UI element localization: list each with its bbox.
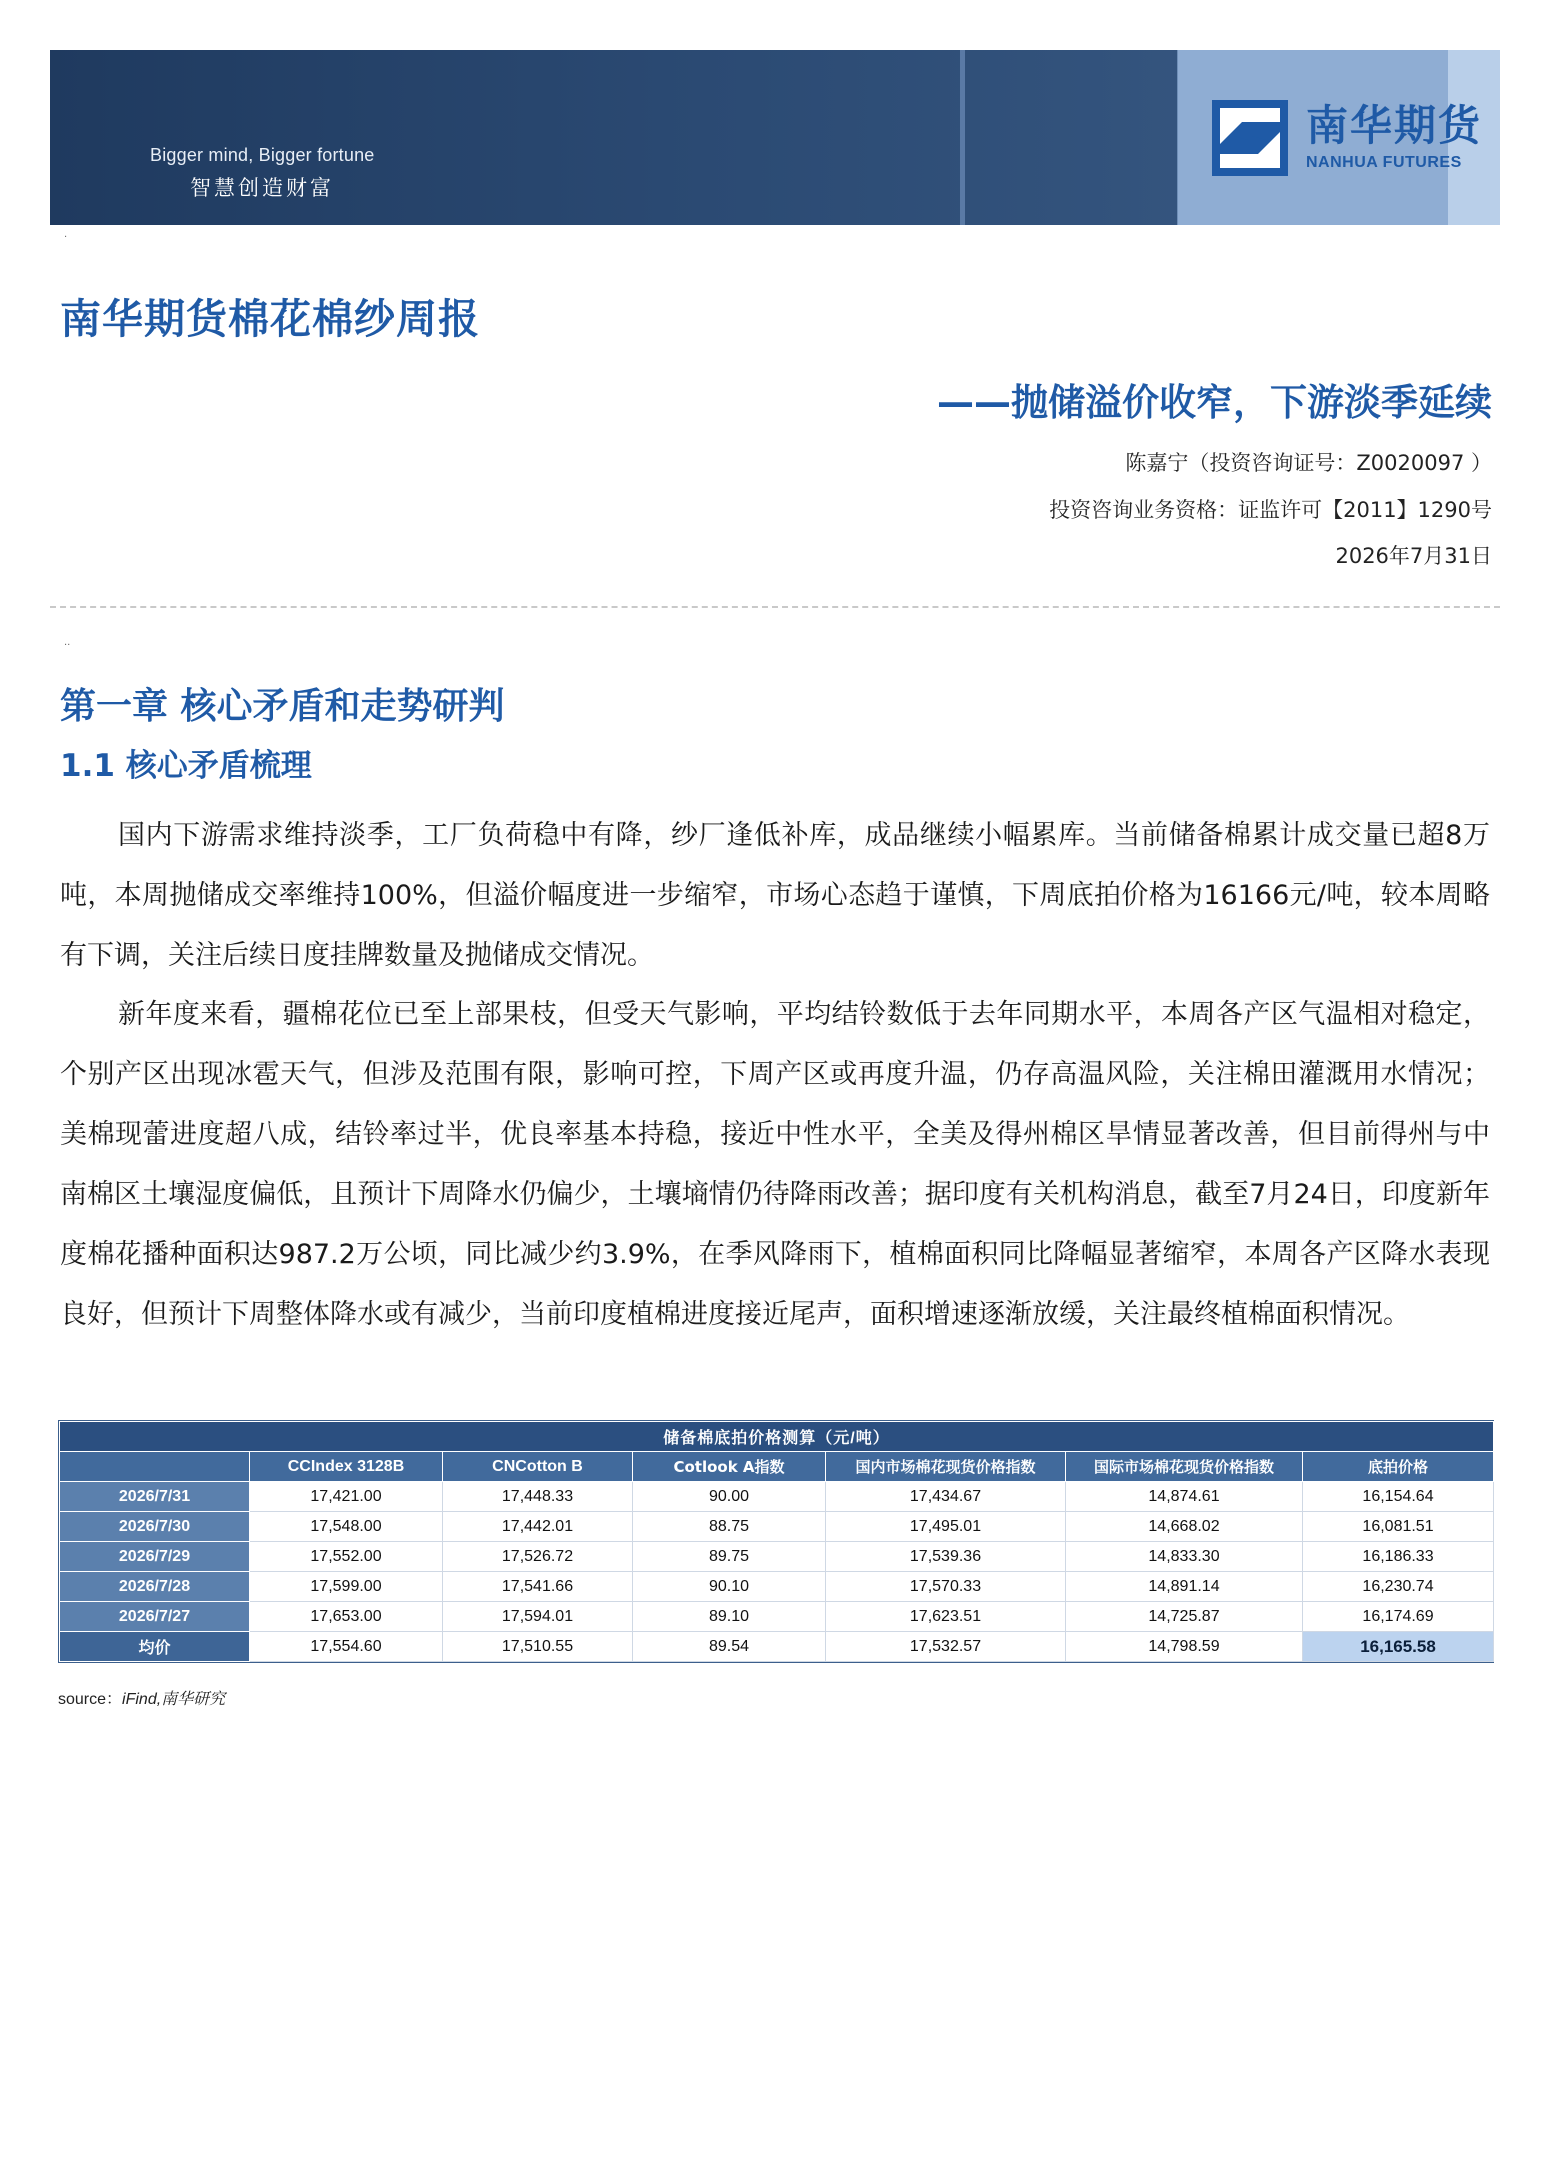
table-cell: 16,186.33 bbox=[1303, 1542, 1494, 1572]
nanhua-logo-icon bbox=[1212, 100, 1288, 176]
table-cell: 17,653.00 bbox=[250, 1602, 443, 1632]
table-cell: 16,174.69 bbox=[1303, 1602, 1494, 1632]
source-label: source： bbox=[58, 1691, 123, 1708]
logo-chinese-text: 南华期货 bbox=[1306, 101, 1483, 150]
report-title: 南华期货棉花棉纱周报 bbox=[60, 295, 480, 343]
table-row bbox=[60, 1572, 1494, 1602]
column-header: CNCotton B bbox=[443, 1452, 633, 1482]
table-cell: 17,623.51 bbox=[826, 1602, 1066, 1632]
average-cell: 14,798.59 bbox=[1066, 1632, 1303, 1662]
table-cell: 90.10 bbox=[633, 1572, 826, 1602]
company-logo bbox=[1212, 100, 1487, 180]
chapter-title: 第一章 核心矛盾和走势研判 bbox=[60, 686, 505, 727]
report-date: 2026年7月31日 bbox=[1335, 544, 1492, 568]
table-cell: 17,495.01 bbox=[826, 1512, 1066, 1542]
table-cell: 17,442.01 bbox=[443, 1512, 633, 1542]
table-cell: 14,668.02 bbox=[1066, 1512, 1303, 1542]
banner-stripe bbox=[960, 50, 965, 225]
table-cell: 17,526.72 bbox=[443, 1542, 633, 1572]
report-subtitle: ——抛储溢价收窄，下游淡季延续 bbox=[937, 381, 1492, 424]
table-cell: 89.10 bbox=[633, 1602, 826, 1632]
table-cell: 17,539.36 bbox=[826, 1542, 1066, 1572]
paragraph: 国内下游需求维持淡季，工厂负荷稳中有降，纱厂逢低补库，成品继续小幅累库。当前储备棉累计成交量已超8万吨，本周抛储成交率维持100%，但溢价幅度进一步缩窄，市场心态趋于谨慎，下周底拍价格为16166元/吨，较本周略有下调，关注后续日度挂牌数量及抛储成交情况。 bbox=[60, 820, 1490, 971]
table-caption: 储备棉底拍价格测算（元/吨） bbox=[60, 1422, 1494, 1452]
date-cell: 2026/7/31 bbox=[60, 1482, 250, 1512]
author-line: 陈嘉宁（投资咨询证号：Z0020097 ） bbox=[1125, 451, 1492, 475]
table-cell: 17,570.33 bbox=[826, 1572, 1066, 1602]
table-cell: 17,599.00 bbox=[250, 1572, 443, 1602]
average-cell: 89.54 bbox=[633, 1632, 826, 1662]
table-cell: 16,081.51 bbox=[1303, 1512, 1494, 1542]
table-cell: 14,833.30 bbox=[1066, 1542, 1303, 1572]
column-header: CCIndex 3128B bbox=[250, 1452, 443, 1482]
table-cell: 16,154.64 bbox=[1303, 1482, 1494, 1512]
table-cell: 14,725.87 bbox=[1066, 1602, 1303, 1632]
table-cell: 17,448.33 bbox=[443, 1482, 633, 1512]
column-header: 底拍价格 bbox=[1303, 1452, 1494, 1482]
source-value: iFind,南华研究 bbox=[122, 1691, 226, 1708]
table-cell: 14,874.61 bbox=[1066, 1482, 1303, 1512]
table-cell: 90.00 bbox=[633, 1482, 826, 1512]
table-row bbox=[60, 1542, 1494, 1572]
average-cell: 17,532.57 bbox=[826, 1632, 1066, 1662]
table-row bbox=[60, 1482, 1494, 1512]
table-row bbox=[60, 1512, 1494, 1542]
date-cell: 2026/7/29 bbox=[60, 1542, 250, 1572]
section-title: 1.1 核心矛盾梳理 bbox=[60, 748, 312, 784]
source-note bbox=[58, 1686, 225, 1709]
table-cell: 17,548.00 bbox=[250, 1512, 443, 1542]
table-cell: 17,594.01 bbox=[443, 1602, 633, 1632]
table-cell: 14,891.14 bbox=[1066, 1572, 1303, 1602]
decorative-dot: · bbox=[64, 232, 68, 243]
section-divider bbox=[50, 606, 1500, 608]
table-cell: 17,421.00 bbox=[250, 1482, 443, 1512]
table-row bbox=[60, 1602, 1494, 1632]
license-line: 投资咨询业务资格：证监许可【2011】1290号 bbox=[1049, 498, 1492, 522]
logo-english-text: NANHUA FUTURES bbox=[1306, 154, 1462, 171]
date-cell: 2026/7/28 bbox=[60, 1572, 250, 1602]
table-cell: 17,541.66 bbox=[443, 1572, 633, 1602]
average-floor-price: 16,165.58 bbox=[1303, 1632, 1494, 1662]
average-row bbox=[60, 1632, 1494, 1662]
table-cell: 17,434.67 bbox=[826, 1482, 1066, 1512]
average-cell: 17,510.55 bbox=[443, 1632, 633, 1662]
slogan-chinese: 智慧创造财富 bbox=[190, 176, 334, 200]
table-cell: 16,230.74 bbox=[1303, 1572, 1494, 1602]
auction-price-table bbox=[58, 1420, 1494, 1663]
column-header: Cotlook A指数 bbox=[633, 1452, 826, 1482]
column-header: 国内市场棉花现货价格指数 bbox=[826, 1452, 1066, 1482]
slogan-english: Bigger mind, Bigger fortune bbox=[150, 145, 375, 165]
paragraph: 新年度来看，疆棉花位已至上部果枝，但受天气影响，平均结铃数低于去年同期水平，本周各产区气温相对稳定，个别产区出现冰雹天气，但涉及范围有限，影响可控，下周产区或再度升温，仍存高温风险，关注棉田灌溉用水情况；美棉现蕾进度超八成，结铃率过半，优良率基本持稳，接近中性水平，全美及得州棉区旱情显著改善，但目前得州与中南棉区土壤湿度偏低，且预计下周降水仍偏少，土壤墒情仍待降雨改善；据印度有关机构消息，截至7月24日，印度新年度棉花播种面积达987.2万公顷，同比减少约3.9%，在季风降雨下，植棉面积同比降幅显著缩窄，本周各产区降水表现良好，但预计下周整体降水或有减少，当前印度植棉进度接近尾声，面积增速逐渐放缓，关注最终植棉面积情况。 bbox=[60, 999, 1490, 1330]
decorative-dot: ·· bbox=[64, 640, 71, 651]
table-cell: 17,552.00 bbox=[250, 1542, 443, 1572]
average-cell: 17,554.60 bbox=[250, 1632, 443, 1662]
average-label: 均价 bbox=[60, 1632, 250, 1662]
date-cell: 2026/7/27 bbox=[60, 1602, 250, 1632]
table-cell: 88.75 bbox=[633, 1512, 826, 1542]
column-header: 国际市场棉花现货价格指数 bbox=[1066, 1452, 1303, 1482]
table-cell: 89.75 bbox=[633, 1542, 826, 1572]
date-cell: 2026/7/30 bbox=[60, 1512, 250, 1542]
column-header bbox=[60, 1452, 250, 1482]
header-banner bbox=[50, 50, 1500, 225]
